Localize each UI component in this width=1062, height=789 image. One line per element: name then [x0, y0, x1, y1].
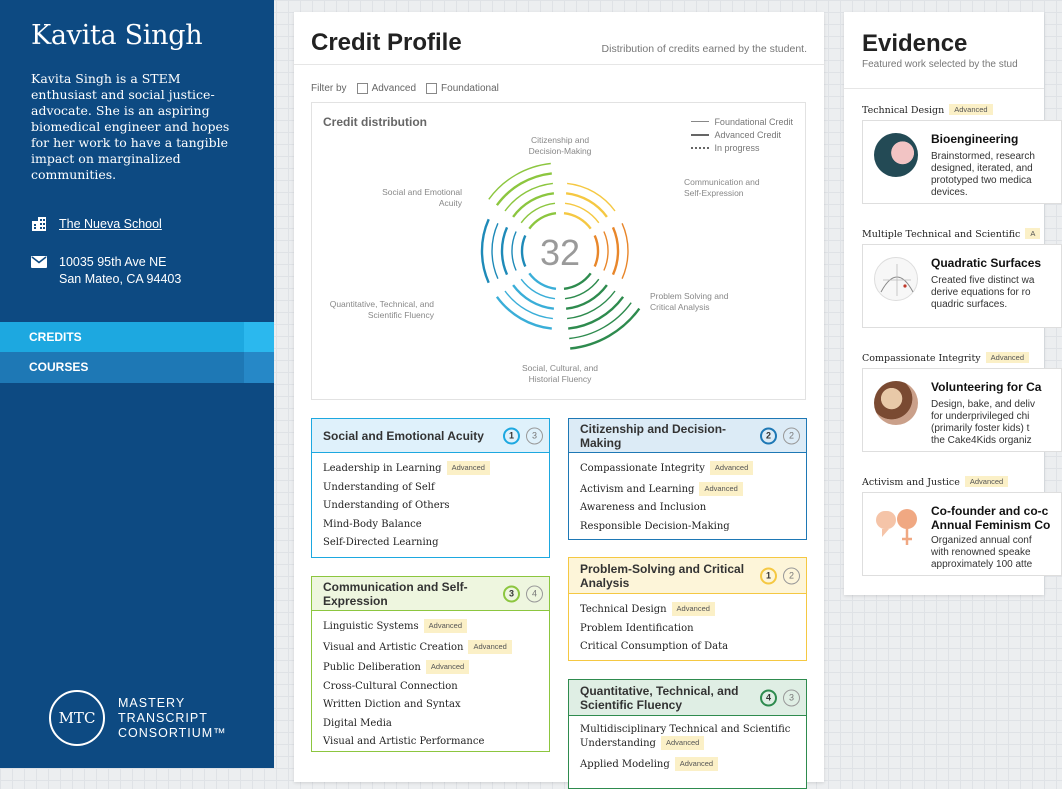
- chart-total: 32: [539, 232, 581, 273]
- chart-arc: [522, 236, 525, 267]
- evidence-desc-line: derive equations for ro: [931, 287, 1031, 298]
- graph-sketch-icon: [875, 258, 919, 302]
- evidence-group-name: Compassionate Integrity: [862, 353, 981, 364]
- mail-icon: [31, 254, 47, 270]
- credits-earned-count: 1: [760, 567, 777, 584]
- chart-arc: [568, 297, 623, 329]
- competency-item[interactable]: [312, 537, 549, 549]
- evidence-card-quadratic-surfaces[interactable]: [862, 244, 1062, 328]
- evidence-group-name: Technical Design: [862, 105, 945, 116]
- competency-item-label: Cross-Cultural Connection: [323, 680, 458, 692]
- competency-header: [312, 577, 549, 611]
- credits-total-count: 2: [783, 567, 800, 584]
- radial-chart-svg: [312, 103, 807, 401]
- chart-arc: [512, 232, 516, 271]
- credit-profile-subtitle: Distribution of credits earned by the student.: [601, 43, 807, 55]
- address-row: [31, 254, 181, 288]
- evidence-divider: [844, 88, 1044, 89]
- evidence-thumbnail: [874, 505, 918, 549]
- credit-profile-panel: [294, 12, 824, 782]
- speech-bubble-icon: [874, 505, 918, 549]
- advanced-badge: Advanced: [424, 619, 467, 633]
- chart-arc: [482, 219, 489, 282]
- mtc-logo-line-2: TRANSCRIPT: [118, 710, 208, 725]
- tab-courses-label: COURSES: [29, 360, 89, 374]
- chart-arc: [622, 223, 628, 278]
- competency-title: Communication and Self-Expression: [323, 579, 468, 608]
- chart-segment-label: Scientific Fluency: [367, 310, 434, 320]
- chart-arc: [613, 227, 618, 274]
- address-line-1: 10035 95th Ave NE: [59, 255, 167, 269]
- competency-item-label: Critical Consumption of Data: [580, 641, 729, 652]
- competency-item[interactable]: [312, 619, 549, 633]
- competency-credit-count: [760, 427, 800, 444]
- competency-item-list: [312, 453, 549, 549]
- legend-foundational-label: Foundational Credit: [714, 116, 793, 127]
- competency-item[interactable]: [569, 623, 806, 635]
- filter-advanced-checkbox[interactable]: [357, 83, 368, 94]
- mtc-logo-text: [118, 696, 227, 741]
- competency-item[interactable]: [312, 500, 549, 512]
- competency-credit-count: [760, 567, 800, 584]
- competency-item-list: [569, 716, 806, 771]
- chart-segment-label: Citizenship and: [530, 135, 590, 145]
- evidence-group-name: Multiple Technical and Scientific: [862, 229, 1021, 240]
- competency-header: [569, 419, 806, 453]
- chart-segment-label: Critical Analysis: [650, 302, 710, 312]
- evidence-panel: [844, 12, 1051, 595]
- competency-credit-count: [503, 427, 543, 444]
- chart-arc: [604, 232, 608, 271]
- competency-item[interactable]: [312, 519, 549, 531]
- credit-profile-title: Credit Profile: [311, 29, 462, 56]
- evidence-card-title-line-2: Annual Feminism Co: [931, 518, 1051, 532]
- evidence-card-bioengineering[interactable]: [862, 120, 1062, 204]
- competency-title: Social and Emotional Acuity: [323, 428, 484, 443]
- evidence-group-name: Activism and Justice: [862, 477, 960, 488]
- evidence-desc-line: quadric surfaces.: [931, 299, 1008, 310]
- competency-item[interactable]: [569, 602, 806, 616]
- chart-arc: [497, 173, 552, 205]
- competency-item[interactable]: [312, 718, 549, 730]
- evidence-card-description: [931, 535, 1061, 571]
- evidence-title: Evidence: [862, 30, 968, 57]
- competency-item[interactable]: [569, 521, 806, 533]
- chart-segment-label: Decision-Making: [528, 146, 592, 156]
- evidence-desc-line: Organized annual conf: [931, 535, 1032, 546]
- chart-arc: [489, 164, 551, 200]
- address: [59, 254, 181, 288]
- chart-arc: [564, 213, 591, 229]
- chart-arc: [505, 183, 553, 211]
- evidence-desc-line: with renowned speake: [931, 547, 1031, 558]
- chart-arc: [529, 273, 556, 289]
- evidence-card-title: [931, 504, 1050, 532]
- credits-earned-count: 4: [760, 689, 777, 706]
- tab-courses-edge: [244, 352, 274, 383]
- mtc-logo: [49, 690, 227, 746]
- credits-earned-count: 3: [503, 585, 520, 602]
- evidence-desc-line: (primarily foster kids) t: [931, 423, 1030, 434]
- credit-profile-header: [294, 12, 824, 65]
- evidence-thumbnail: [874, 257, 918, 301]
- filter-label: Filter by: [311, 83, 347, 94]
- competency-item-label: Written Diction and Syntax: [323, 699, 461, 710]
- evidence-desc-line: Created five distinct wa: [931, 275, 1035, 286]
- competency-item[interactable]: [312, 482, 549, 494]
- competency-header: [569, 680, 806, 716]
- chart-segment-label: Historial Fluency: [528, 374, 592, 384]
- evidence-desc-line: approximately 100 atte: [931, 559, 1033, 570]
- evidence-group-label: [862, 228, 1040, 240]
- competency-item[interactable]: [312, 681, 549, 693]
- credits-total-count: 3: [783, 689, 800, 706]
- competency-item[interactable]: [569, 482, 806, 496]
- competency-item-label: Problem Identification: [580, 622, 694, 634]
- evidence-desc-line: Design, bake, and deliv: [931, 399, 1035, 410]
- competency-credit-count: [503, 585, 543, 602]
- evidence-group-label: [862, 352, 1029, 364]
- competency-title: Quantitative, Technical, and Scientific Fluency: [580, 683, 739, 712]
- competency-item[interactable]: [569, 502, 806, 514]
- evidence-desc-line: Brainstormed, research: [931, 151, 1035, 162]
- student-sidebar: [0, 0, 274, 768]
- competency-credit-count: [760, 689, 800, 706]
- chart-arc: [497, 297, 552, 329]
- chart-arc: [569, 303, 631, 339]
- filter-foundational-label: Foundational: [441, 83, 499, 94]
- evidence-desc-line: designed, iterated, and: [931, 163, 1033, 174]
- evidence-card-volunteering[interactable]: [862, 368, 1062, 452]
- filter-row: [311, 83, 499, 94]
- evidence-card-title: Quadratic Surfaces: [931, 256, 1042, 270]
- competency-header: [312, 419, 549, 453]
- competency-item-label: Visual and Artistic Creation: [323, 641, 464, 653]
- competency-item-label: Technical Design: [580, 604, 667, 615]
- competency-item-label: Linguistic Systems: [323, 621, 419, 632]
- competency-item[interactable]: [312, 699, 549, 711]
- tab-credits[interactable]: [0, 322, 274, 353]
- advanced-badge: Advanced: [468, 640, 511, 654]
- advanced-badge: Advanced: [965, 476, 1008, 487]
- chart-segment-label: Communication and: [684, 177, 760, 187]
- credits-total-count: 4: [526, 585, 543, 602]
- chart-segment-label: Problem Solving and: [650, 291, 729, 301]
- competency-title: Problem-Solving and Critical Analysis: [580, 561, 745, 590]
- competency-item[interactable]: [569, 641, 806, 653]
- advanced-badge: Advanced: [949, 104, 992, 115]
- evidence-desc-line: for underprivileged chi: [931, 411, 1030, 422]
- chart-segment-label: Self-Expression: [684, 188, 744, 198]
- legend-advanced-label: Advanced Credit: [714, 129, 781, 140]
- building-icon: [31, 216, 47, 232]
- competency-item[interactable]: [312, 736, 549, 748]
- filter-advanced-label: Advanced: [371, 83, 417, 94]
- credits-total-count: 3: [526, 427, 543, 444]
- school-row: [31, 216, 162, 233]
- evidence-card-feminism-conference[interactable]: [862, 492, 1062, 576]
- competency-header: [569, 558, 806, 594]
- competency-item-label: Understanding of Others: [323, 500, 450, 511]
- student-name: Kavita Singh: [31, 20, 203, 51]
- chart-segment-label: Quantitative, Technical, and: [329, 299, 434, 309]
- competency-item-label: Self-Directed Learning: [323, 537, 439, 548]
- advanced-badge: Advanced: [661, 736, 704, 750]
- mtc-logo-mark: MTC: [49, 690, 105, 746]
- chart-arc: [502, 227, 507, 274]
- competency-item-label: Activism and Learning: [580, 483, 695, 495]
- competency-item-label: Digital Media: [323, 717, 392, 729]
- chart-arc: [564, 273, 591, 289]
- student-bio: Kavita Singh is a STEM enthusiast and social justice-advocate. She is an aspiring biomedical engineer and hopes for her work to have a tangible impact on marginalized communities.: [31, 71, 230, 182]
- competency-item[interactable]: [312, 461, 549, 475]
- chart-arc: [595, 236, 598, 267]
- evidence-thumbnail: [874, 133, 918, 177]
- evidence-card-description: [931, 275, 1061, 311]
- competency-item-label: Compassionate Integrity: [580, 463, 705, 474]
- tab-credits-edge: [244, 322, 274, 353]
- tab-credits-label: CREDITS: [29, 330, 82, 344]
- competency-item-list: [312, 611, 549, 748]
- evidence-card-title: Bioengineering: [931, 132, 1019, 146]
- credits-earned-count: 2: [760, 427, 777, 444]
- evidence-card-title: Volunteering for Ca: [931, 380, 1042, 394]
- advanced-badge: Advanced: [986, 352, 1029, 363]
- legend-in-progress-label: In progress: [714, 142, 760, 153]
- competency-item-label: Awareness and Inclusion: [580, 502, 707, 513]
- mtc-logo-line-3: CONSORTIUM™: [118, 725, 227, 740]
- chart-arc: [567, 183, 615, 211]
- competency-card-quantitative[interactable]: [568, 679, 807, 789]
- competency-item-label: Leadership in Learning: [323, 463, 442, 474]
- advanced-badge: Advanced: [699, 482, 742, 496]
- credit-distribution-chart: [311, 102, 806, 400]
- competency-item-label: Understanding of Self: [323, 481, 435, 493]
- competency-item[interactable]: [312, 660, 549, 674]
- filter-foundational-checkbox[interactable]: [426, 83, 437, 94]
- chart-arc: [529, 213, 556, 229]
- credits-total-count: 2: [783, 427, 800, 444]
- evidence-subtitle: Featured work selected by the stud: [862, 59, 1018, 70]
- chart-title: Credit distribution: [323, 115, 427, 129]
- competency-card-problem-solving[interactable]: [568, 557, 807, 661]
- competency-item-label: Public Deliberation: [323, 662, 421, 673]
- competency-card-social-emotional[interactable]: [311, 418, 550, 558]
- chart-arc: [567, 291, 615, 319]
- address-line-2: San Mateo, CA 94403: [59, 272, 182, 286]
- chart-arc: [505, 291, 553, 319]
- advanced-badge: Advanced: [672, 602, 715, 616]
- competency-item-label: Visual and Artistic Performance: [323, 736, 485, 747]
- evidence-desc-line: devices.: [931, 187, 968, 198]
- advanced-badge: Advanced: [426, 660, 469, 674]
- school-link[interactable]: The Nueva School: [59, 217, 162, 231]
- competency-card-citizenship[interactable]: [568, 418, 807, 540]
- chart-segment-label: Acuity: [438, 198, 462, 208]
- mtc-logo-line-1: MASTERY: [118, 695, 186, 710]
- competency-item[interactable]: [569, 724, 806, 750]
- competency-card-communication[interactable]: [311, 576, 550, 752]
- evidence-card-description: [931, 151, 1061, 199]
- competency-item-label: Responsible Decision-Making: [580, 520, 730, 532]
- advanced-badge: Advanced: [675, 757, 718, 771]
- evidence-card-title-line-1: Co-founder and co-c: [931, 504, 1049, 518]
- chart-segment-label: Social, Cultural, and: [521, 363, 599, 373]
- competency-item-label: Mind-Body Balance: [323, 518, 422, 530]
- competency-item[interactable]: [569, 757, 806, 771]
- competency-item[interactable]: [569, 461, 806, 475]
- competency-item-list: [569, 453, 806, 533]
- evidence-desc-line: prototyped two medica: [931, 175, 1032, 186]
- evidence-group-label: [862, 104, 993, 116]
- chart-segment-label: Social and Emotional: [382, 187, 462, 197]
- advanced-badge: Advanced: [710, 461, 753, 475]
- evidence-card-description: [931, 399, 1061, 447]
- competency-item-list: [569, 594, 806, 653]
- evidence-thumbnail: [874, 381, 918, 425]
- chart-arc: [492, 223, 498, 278]
- evidence-group-label: [862, 476, 1008, 488]
- competency-item-label: Applied Modeling: [580, 758, 670, 770]
- advanced-badge: Advanced: [447, 461, 490, 475]
- competency-item-label: Multidisciplinary Technical and Scientific Understanding: [580, 724, 791, 749]
- evidence-desc-line: the Cake4Kids organiz: [931, 435, 1032, 446]
- competency-title: Citizenship and Decision-Making: [580, 421, 727, 450]
- credits-earned-count: 1: [503, 427, 520, 444]
- competency-item[interactable]: [312, 640, 549, 654]
- tab-courses[interactable]: [0, 352, 274, 383]
- advanced-badge: A: [1025, 228, 1040, 239]
